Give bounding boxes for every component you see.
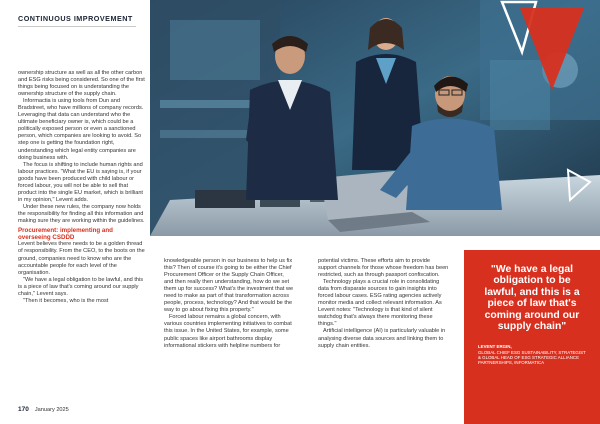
page-footer (18, 406, 69, 413)
article-column-3 (318, 258, 450, 350)
article-column-2 (164, 258, 294, 350)
paragraph: Artificial intelligence (AI) is particularly valuable in analysing diverse data sources and linking them to supply chain entities. (318, 328, 446, 349)
article-column-1 (18, 70, 146, 305)
issue-date: January 2025 (34, 407, 69, 413)
paragraph: The focus is shifting to include human rights and labour practices. "What the EU is saying is, if your goods have been produced with child labour or forced labour, you will not be able to sell that product into the single EU market, which is brilliant in my opinion," Levent adds. (18, 161, 143, 203)
paragraph: Informactia is using tools from Dun and Bradstreet, who have millions of company records. Leveraging that data can understand who the ultimate beneficiary owner is, which could be a politically exposed person or even a sanctioned person, which companies are looking to avoid. So step one is getting the foundation right, understanding which legal entity companies are doing business with. (18, 98, 144, 161)
hero-photo (150, 0, 600, 236)
page-number: 170 (18, 406, 29, 413)
paragraph: Forced labour remains a global concern, with various countries implementing initiatives to combat this issue. In the United States, for example, some public spaces like airport bathrooms display informational stickers with helpline numbers for (164, 314, 292, 349)
pull-quote-attribution-name: LEVENT ERGIN, (478, 344, 512, 350)
pull-quote-text: "We have a legal obligation to be lawful, and this is a piece of law that's coming around our supply chain" (484, 264, 580, 333)
paragraph: Technology plays a crucial role in consolidating data from disparate sources to gain insights into forced labour cases. ESG rating agencies actively monitor media and collect relevant information. As Levent notes: "Technology is that kind of silent watchdog that's always there monitoring these things." (318, 279, 442, 328)
paragraph: potential victims. These efforts aim to provide support channels for those whose freedom has been restricted, such as through passport confiscation. (318, 258, 449, 279)
pull-quote (464, 250, 600, 424)
section-label: CONTINUOUS IMPROVEMENT (18, 14, 133, 23)
paragraph: "We have a legal obligation to be lawful, and this is a piece of law that's coming around our supply chain," Levent says. (18, 276, 144, 297)
subheading: Procurement: implementing and overseeing CSDDD (18, 227, 113, 242)
pull-quote-attribution-title: GLOBAL CHIEF ESG SUSTAINABILITY, STRATEGIST & GLOBAL HEAD OF ESG STRATEGIC ALLIANCE PARTNERSHIPS, INFORMATICA (478, 349, 586, 366)
paragraph: knowledgeable person in our business to help us fix this? Then of course it's going to be either the Chief Procurement Officer or the Supply Chain Officer, and then really then understanding, how do we set them up for success? What's the investment that we need to make as part of that transformation across people, process, technology? And that would be the way to go about fixing this property." (164, 258, 294, 314)
paragraph: Under these new rules, the company now holds the responsibility for finding all this information and making sure they are working within the guidelines. (18, 203, 145, 224)
paragraph: "Then it becomes, who is the most (23, 297, 109, 304)
paragraph: ownership structure as well as all the other carbon and ESG risks being considered. So one of the first things being focused on is understanding the ownership structure of the supply chain. (18, 70, 145, 98)
paragraph: Levent believes there needs to be a golden thread of responsibility. From the CEO, to the boots on the ground, companies need to know who are the accountable people for each level of the organisation. (18, 241, 145, 276)
hero-photo-illustration (150, 0, 600, 236)
section-divider (18, 26, 136, 27)
